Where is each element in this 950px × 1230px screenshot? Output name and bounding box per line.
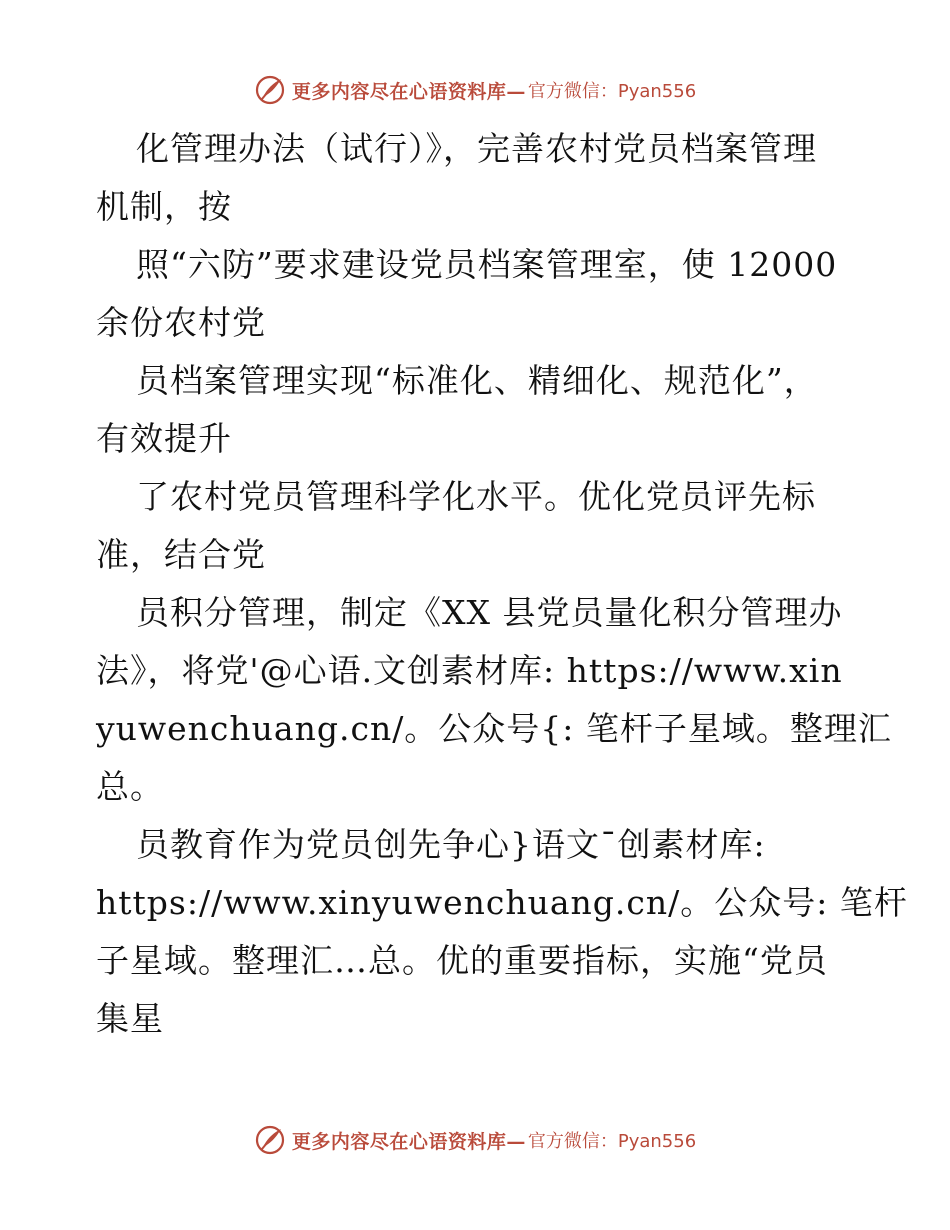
text-line: 员教育作为党员创先争心}语文¯创素材库: [136,825,766,864]
text-line: 化管理办法（试行）》，完善农村党员档案管理 [136,129,817,168]
text-line: 法》，将党'@心语.文创素材库: https://www.xin [96,651,843,690]
header-banner [0,70,950,110]
header-banner-text: 更多内容尽在心语资料库— [291,80,526,103]
text-line: https://www.xinyuwenchuang.cn/。公众号: 笔杆 [96,883,908,922]
footer-banner [0,1120,950,1160]
text-line: 准，结合党 [96,535,266,574]
text-line: 机制，按 [96,187,232,226]
header-wechat-text: 官方微信：Pyan556 [527,81,697,102]
text-line: 集星 [96,999,164,1038]
text-line: 有效提升 [96,419,232,458]
text-line: yuwenchuang.cn/。公众号{: 笔杆子星域。整理汇 [96,709,892,748]
text-line: 了农村党员管理科学化水平。优化党员评先标 [136,477,816,516]
document-body [96,120,908,1048]
text-line: 员积分管理，制定《XX 县党员量化积分管理办 [136,593,843,632]
text-line: 总。 [96,767,164,806]
text-line: 照“六防”要求建设党员档案管理室，使 12000 [136,245,838,284]
text-line: 员档案管理实现“标准化、精细化、规范化”， [136,361,818,400]
quill-logo-icon [254,74,286,106]
quill-logo-icon [254,1124,286,1156]
footer-banner-text: 更多内容尽在心语资料库— [291,1130,526,1153]
text-line: 子星域。整理汇…总。优的重要指标，实施“党员 [96,941,828,980]
text-line: 余份农村党 [96,303,266,342]
footer-wechat-text: 官方微信：Pyan556 [527,1131,697,1152]
